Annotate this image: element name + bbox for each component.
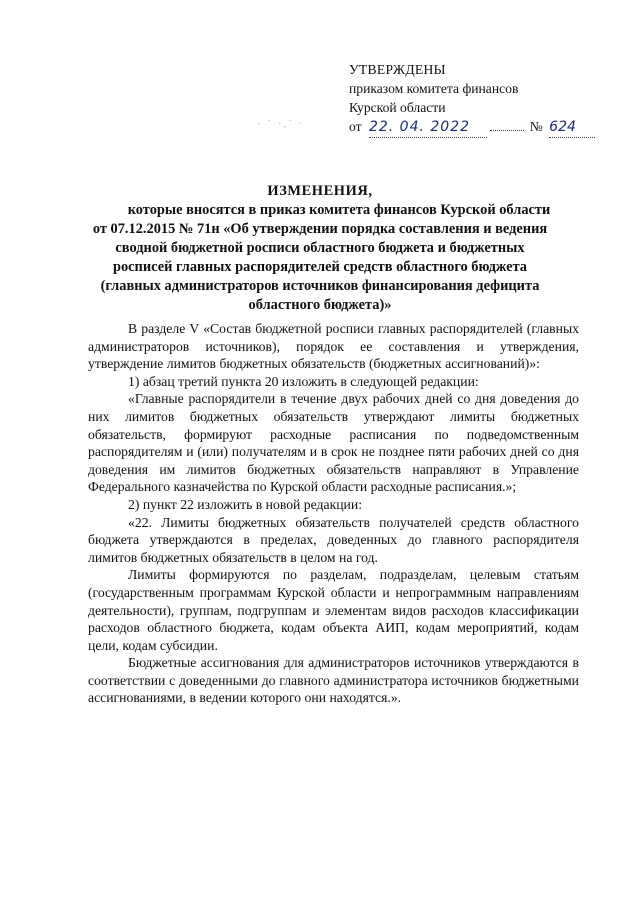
document-body [88, 320, 579, 707]
paragraph-item-1: 1) абзац третий пункта 20 изложить в следующей редакции: [128, 373, 479, 389]
approval-region-line: Курской области [349, 100, 446, 115]
title-line-4: росписей главных распорядителей средств областного бюджета [112, 259, 528, 275]
approval-date-line [349, 117, 609, 138]
approval-heading: УТВЕРЖДЕНЫ [349, 62, 446, 77]
faint-stamp-mark: · ˙ ·,˙ · [257, 118, 305, 130]
date-underline [490, 130, 524, 131]
handwritten-date: 22. 04. 2022 [369, 118, 487, 138]
paragraph-assignments: Бюджетные ассигнования для администраторов источников утверждаются в соответствии с доведенными до главного администратора источников бюджетными ассигнованиями, в ведении которого они находятся.». [88, 655, 579, 706]
approval-order-line: приказом комитета финансов [349, 81, 519, 96]
title-heading: ИЗМЕНЕНИЯ, [267, 183, 373, 199]
from-label: от [349, 119, 362, 134]
paragraph-item-2: 2) пункт 22 изложить в новой редакции: [128, 496, 363, 512]
title-line-2: от 07.12.2015 № 71н «Об утверждении порядка составления и ведения [92, 221, 548, 237]
paragraph-limits: Лимиты формируются по разделам, подразделам, целевым статьям (государственным программам Курской области и непрограммным направлениям деятельности), группам, подгруппам и элементам видов расходов классификации расходов областного бюджета, кодам объекта АИП, кодам мероприятий, кодам цели, кодам субсидии. [88, 567, 579, 653]
title-line-5: (главных администраторов источников финансирования дефицита [100, 278, 540, 294]
paragraph-section-intro: В разделе V «Состав бюджетной росписи главных распорядителей (главных администраторов источников), порядок ее составления и утверждения, утверждение лимитов бюджетных обязательств (бюджетных ассигнований)»: [88, 321, 579, 372]
title-line-6: областного бюджета)» [248, 297, 392, 313]
title-line-1: которые вносятся в приказ комитета финансов Курской области [127, 202, 551, 218]
handwritten-number: 624 [549, 118, 595, 138]
title-line-3: сводной бюджетной росписи областного бюджета и бюджетных [115, 240, 525, 256]
paragraph-point-22: «22. Лимиты бюджетных обязательств получателей средств областного бюджета утверждаются в пределах, доведенных до главного распорядителя лимитов бюджетных обязательств в целом на год. [88, 514, 579, 565]
paragraph-item-1-text: «Главные распорядители в течение двух рабочих дней со дня доведения до них лимитов бюджетных обязательств утверждают лимиты бюджетных обязательств, формируют расходные расписания по подведомственным распорядителям и (или) получателям и в срок не позднее пяти рабочих дней со дня доведения им лимитов бюджетных обязательств направляют в Управление Федерального казначейства по Курской области расходные расписания.»; [88, 391, 579, 495]
document-title [60, 182, 580, 315]
number-label: № [529, 119, 543, 134]
approval-stamp [349, 60, 609, 138]
